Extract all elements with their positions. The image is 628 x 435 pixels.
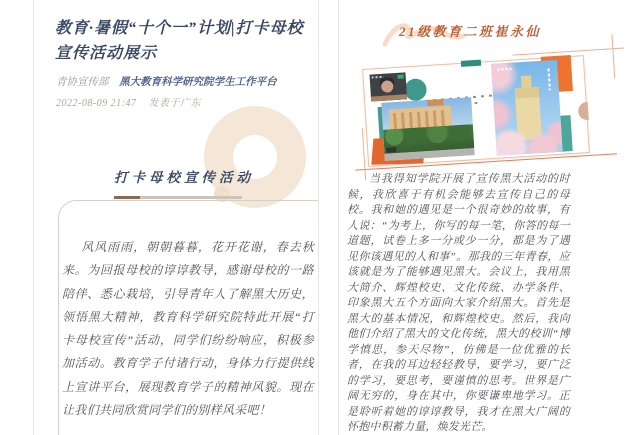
account-link[interactable]: 黑大教育科学研究院学生工作平台 (119, 77, 277, 88)
left-article-page (33, 0, 319, 435)
main-tower-photo (491, 60, 563, 156)
publish-datetime: 2022-08-09 21:47 (56, 98, 137, 109)
tan-semicircle-decoration (578, 102, 589, 121)
section-heading: 打卡母校宣传活动 (114, 170, 254, 185)
article-title: 教育·暑假“十个一”计划|打卡母校宣传活动展示 (55, 20, 304, 62)
person-face (381, 80, 394, 93)
crop-mark-line (611, 34, 615, 78)
video-caption-bar (371, 94, 407, 101)
heading-underline (114, 196, 242, 199)
video-status-icon (398, 74, 404, 78)
author-name: 青协宣传部 (56, 77, 109, 88)
collage-card (362, 55, 590, 167)
student-title: 21级教育二班崔永仙 (399, 24, 542, 39)
byline (56, 74, 316, 89)
photo-collage (351, 50, 617, 172)
teal-circle-decoration (404, 78, 427, 101)
video-call-screenshot (370, 72, 408, 101)
photo-watermark-label (386, 147, 396, 153)
tape-decoration (461, 60, 481, 67)
publish-location: 发表于广东 (148, 98, 201, 109)
dateline (56, 94, 316, 109)
right-article-page (338, 0, 628, 435)
intro-paragraph: 风风雨雨，朝朝暮暮，花开花谢，春去秋来。为回报母校的谆谆教导，感谢母校的一路陪伴、悉心栽培，引导青年人了解黑大历史，领悟黑大精神，教育科学研究院特此开展“打卡母校宣传”活动，同学们纷纷响应，积极参加活动。教育学子付诸行动，身体力行提供线上宣讲平台，展现教育学子的精神风貌。现在让我们共同欣赏同学们的别样风采吧！ (62, 240, 314, 418)
cherry-blossoms (491, 60, 563, 156)
essay-paragraph: 当我得知学院开展了宣传黑大活动的时候，我欣喜于有机会能够去宣传自己的母校。我和她的遇见是一个很奇妙的故事，有人说：“为考上，你写的每一笔，你答的每一道题，试卷上多一分或少一分，都是为了遇见你该遇见的人和事”。那我的三年青春，应该就是为了能够遇见黑大。会议上，我用黑大简介、辉煌校史、文化传统、办学条件、印象黑大五个方面向大家介绍黑大。首先是黑大的基本情况，和辉煌校史。然后，我向他们介绍了黑大的文化传统，黑大的校训“博学慎思，参天尽物”，仿佛是一位优雅的长者，在我的耳边轻轻教导，要学习，要广泛的学习，要思考，要谨慎的思考。世界是广阔无穷的，身在其中，你要谦卑地学习。正是聆听着她的谆谆教导，我才在黑大广阔的怀抱中积蓄力量，焕发光芒。 (347, 173, 570, 433)
campus-building-photo (381, 97, 474, 161)
